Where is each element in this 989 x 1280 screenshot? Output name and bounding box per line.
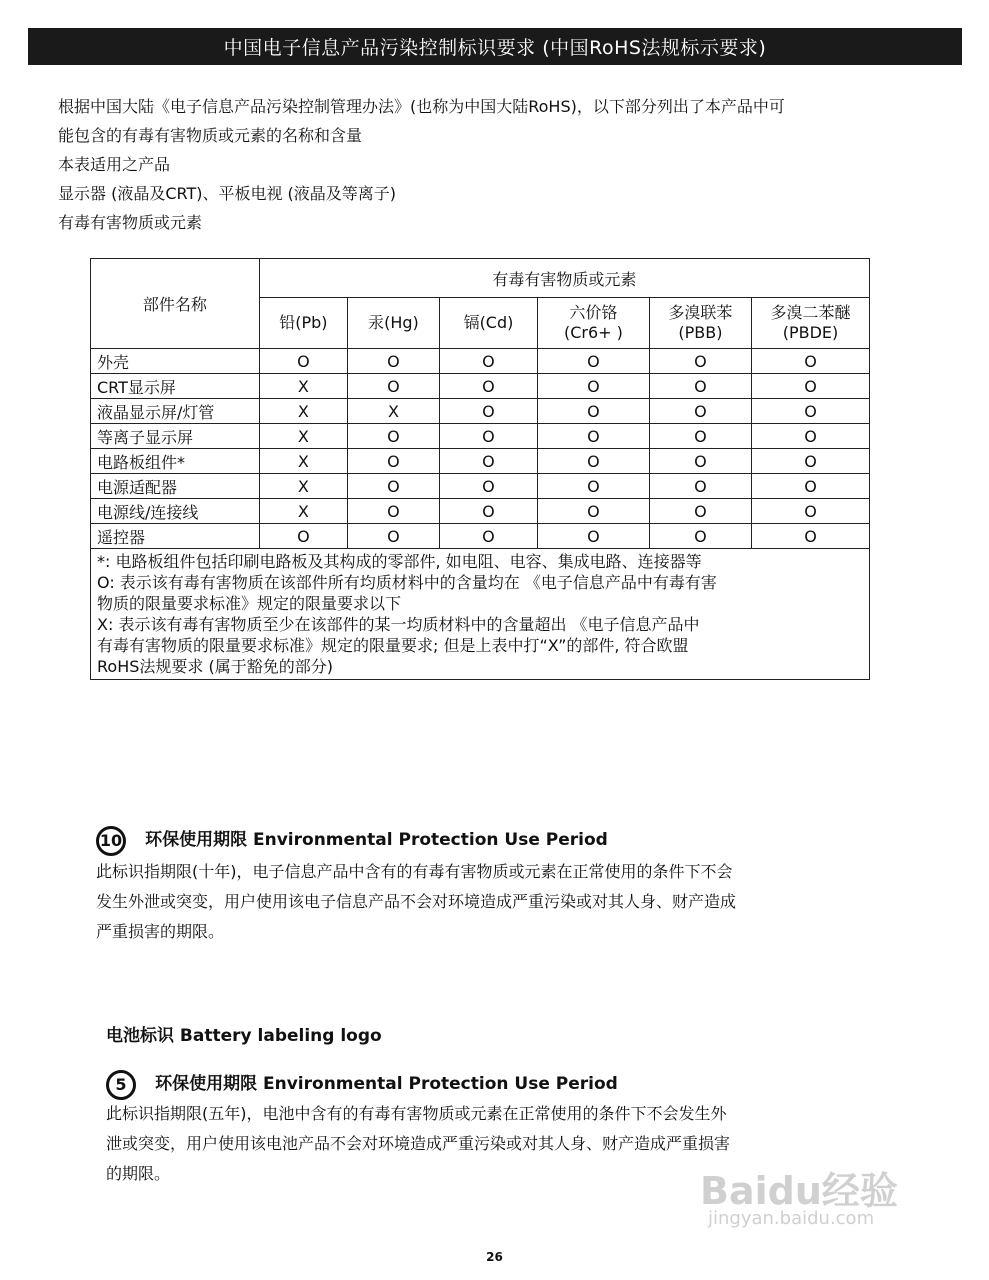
table-row <box>91 349 870 374</box>
substance-value-cell: O <box>347 374 439 399</box>
part-name-cell: 电源适配器 <box>91 474 260 499</box>
substance-value-cell: X <box>259 424 347 449</box>
substance-column-header: 镉(Cd) <box>440 298 538 349</box>
battery-heading: 电池标识 Battery labeling logo <box>106 1026 382 1046</box>
substance-value-cell: O <box>649 449 751 474</box>
epup-10-description <box>96 857 736 947</box>
intro-text <box>58 92 958 237</box>
intro-line: 根据中国大陆《电子信息产品污染控制管理办法》(也称为中国大陆RoHS)，以下部分列出了本产品中可 <box>58 97 785 116</box>
substance-value-cell: X <box>259 499 347 524</box>
note-line: RoHS法规要求 (属于豁免的部分) <box>97 657 333 676</box>
epup-line: 此标识指期限(五年)，电池中含有的有毒有害物质或元素在正常使用的条件下不会发生外 <box>106 1104 727 1123</box>
substance-value-cell: O <box>751 499 869 524</box>
hazardous-substances-table <box>90 258 870 680</box>
epup-5-heading <box>106 1069 618 1100</box>
substance-value-cell: O <box>649 399 751 424</box>
substance-value-cell: O <box>537 524 649 549</box>
substance-value-cell: O <box>537 399 649 424</box>
epup-line: 严重损害的期限。 <box>96 922 225 941</box>
substance-value-cell: O <box>440 374 538 399</box>
part-name-cell: 外壳 <box>91 349 260 374</box>
intro-line: 能包含的有毒有害物质或元素的名称和含量 <box>58 126 363 145</box>
substance-value-cell: O <box>537 374 649 399</box>
substance-value-cell: X <box>347 399 439 424</box>
watermark-brand: Baidu经验 <box>700 1169 898 1213</box>
part-name-cell: 遥控器 <box>91 524 260 549</box>
substance-value-cell: O <box>537 349 649 374</box>
substance-value-cell: O <box>751 449 869 474</box>
intro-line: 本表适用之产品 <box>58 155 171 174</box>
epup-heading-text: 环保使用期限 Environmental Protection Use Period <box>155 1074 618 1094</box>
substance-value-cell: O <box>347 349 439 374</box>
substance-value-cell: O <box>537 424 649 449</box>
substance-value-cell: X <box>259 449 347 474</box>
substance-value-cell: O <box>347 424 439 449</box>
note-line: X: 表示该有毒有害物质至少在该部件的某一均质材料中的含量超出 《电子信息产品中 <box>97 615 700 634</box>
watermark-url: jingyan.baidu.com <box>708 1208 875 1229</box>
epup-10-icon: 10 <box>96 826 126 856</box>
note-line: 物质的限量要求标准》规定的限量要求以下 <box>97 594 402 613</box>
table-row <box>91 374 870 399</box>
substances-group-header: 有毒有害物质或元素 <box>259 259 869 298</box>
substance-value-cell: O <box>440 499 538 524</box>
substance-value-cell: O <box>537 499 649 524</box>
substance-value-cell: O <box>259 524 347 549</box>
intro-line: 显示器 (液晶及CRT)、平板电视 (液晶及等离子) <box>58 184 397 203</box>
part-name-cell: CRT显示屏 <box>91 374 260 399</box>
table-row <box>91 474 870 499</box>
substance-value-cell: X <box>259 374 347 399</box>
part-name-cell: 电路板组件* <box>91 449 260 474</box>
substance-value-cell: O <box>347 499 439 524</box>
part-name-header: 部件名称 <box>91 259 260 349</box>
substance-value-cell: O <box>440 399 538 424</box>
table-row <box>91 524 870 549</box>
substance-value-cell: O <box>347 524 439 549</box>
substance-value-cell: O <box>440 424 538 449</box>
substance-value-cell: O <box>440 349 538 374</box>
substance-value-cell: O <box>649 524 751 549</box>
substance-value-cell: O <box>649 424 751 449</box>
part-name-cell: 等离子显示屏 <box>91 424 260 449</box>
substance-column-header: 铅(Pb) <box>259 298 347 349</box>
table-row <box>91 499 870 524</box>
substance-value-cell: O <box>537 474 649 499</box>
substance-value-cell: O <box>537 449 649 474</box>
substance-value-cell: O <box>751 474 869 499</box>
substance-value-cell: O <box>649 349 751 374</box>
table-notes <box>91 549 870 680</box>
substance-value-cell: O <box>751 399 869 424</box>
epup-line: 此标识指期限(十年)，电子信息产品中含有的有毒有害物质或元素在正常使用的条件下不会 <box>96 862 733 881</box>
epup-5-icon: 5 <box>106 1070 136 1100</box>
substance-column-header: 汞(Hg) <box>347 298 439 349</box>
epup-10-heading <box>96 825 608 856</box>
substance-value-cell: O <box>440 449 538 474</box>
substance-value-cell: O <box>649 374 751 399</box>
table-row <box>91 449 870 474</box>
part-name-cell: 电源线/连接线 <box>91 499 260 524</box>
substance-value-cell: X <box>259 474 347 499</box>
substance-value-cell: O <box>649 499 751 524</box>
substance-value-cell: O <box>440 524 538 549</box>
epup-5-description <box>106 1099 730 1189</box>
part-name-cell: 液晶显示屏/灯管 <box>91 399 260 424</box>
page-title: 中国电子信息产品污染控制标识要求 (中国RoHS法规标示要求) <box>28 28 962 65</box>
epup-line: 发生外泄或突变，用户使用该电子信息产品不会对环境造成严重污染或对其人身、财产造成 <box>96 892 737 911</box>
substance-value-cell: O <box>347 474 439 499</box>
substance-value-cell: O <box>751 424 869 449</box>
note-line: O: 表示该有毒有害物质在该部件所有均质材料中的含量均在 《电子信息产品中有毒有害 <box>97 573 717 592</box>
note-line: 有毒有害物质的限量要求标准》规定的限量要求; 但是上表中打“X”的部件, 符合欧盟 <box>97 636 689 655</box>
substance-value-cell: O <box>259 349 347 374</box>
substance-value-cell: O <box>440 474 538 499</box>
substance-value-cell: O <box>751 524 869 549</box>
intro-line: 有毒有害物质或元素 <box>58 213 203 232</box>
substance-value-cell: O <box>751 374 869 399</box>
substance-value-cell: O <box>649 474 751 499</box>
substance-value-cell: O <box>751 349 869 374</box>
substance-column-header: 多溴联苯 (PBB) <box>649 298 751 349</box>
epup-line: 泄或突变，用户使用该电池产品不会对环境造成严重污染或对其人身、财产造成严重损害 <box>106 1134 731 1153</box>
page-number: 26 <box>486 1250 503 1264</box>
note-line: *: 电路板组件包括印刷电路板及其构成的零部件, 如电阻、电容、集成电路、连接器等 <box>97 552 702 571</box>
table-row <box>91 399 870 424</box>
substance-value-cell: O <box>347 449 439 474</box>
epup-heading-text: 环保使用期限 Environmental Protection Use Period <box>145 830 608 850</box>
epup-line: 的期限。 <box>106 1164 171 1183</box>
table-row <box>91 424 870 449</box>
substance-column-header: 六价铬 (Cr6+ ) <box>537 298 649 349</box>
substance-column-header: 多溴二苯醚 (PBDE) <box>751 298 869 349</box>
substance-value-cell: X <box>259 399 347 424</box>
